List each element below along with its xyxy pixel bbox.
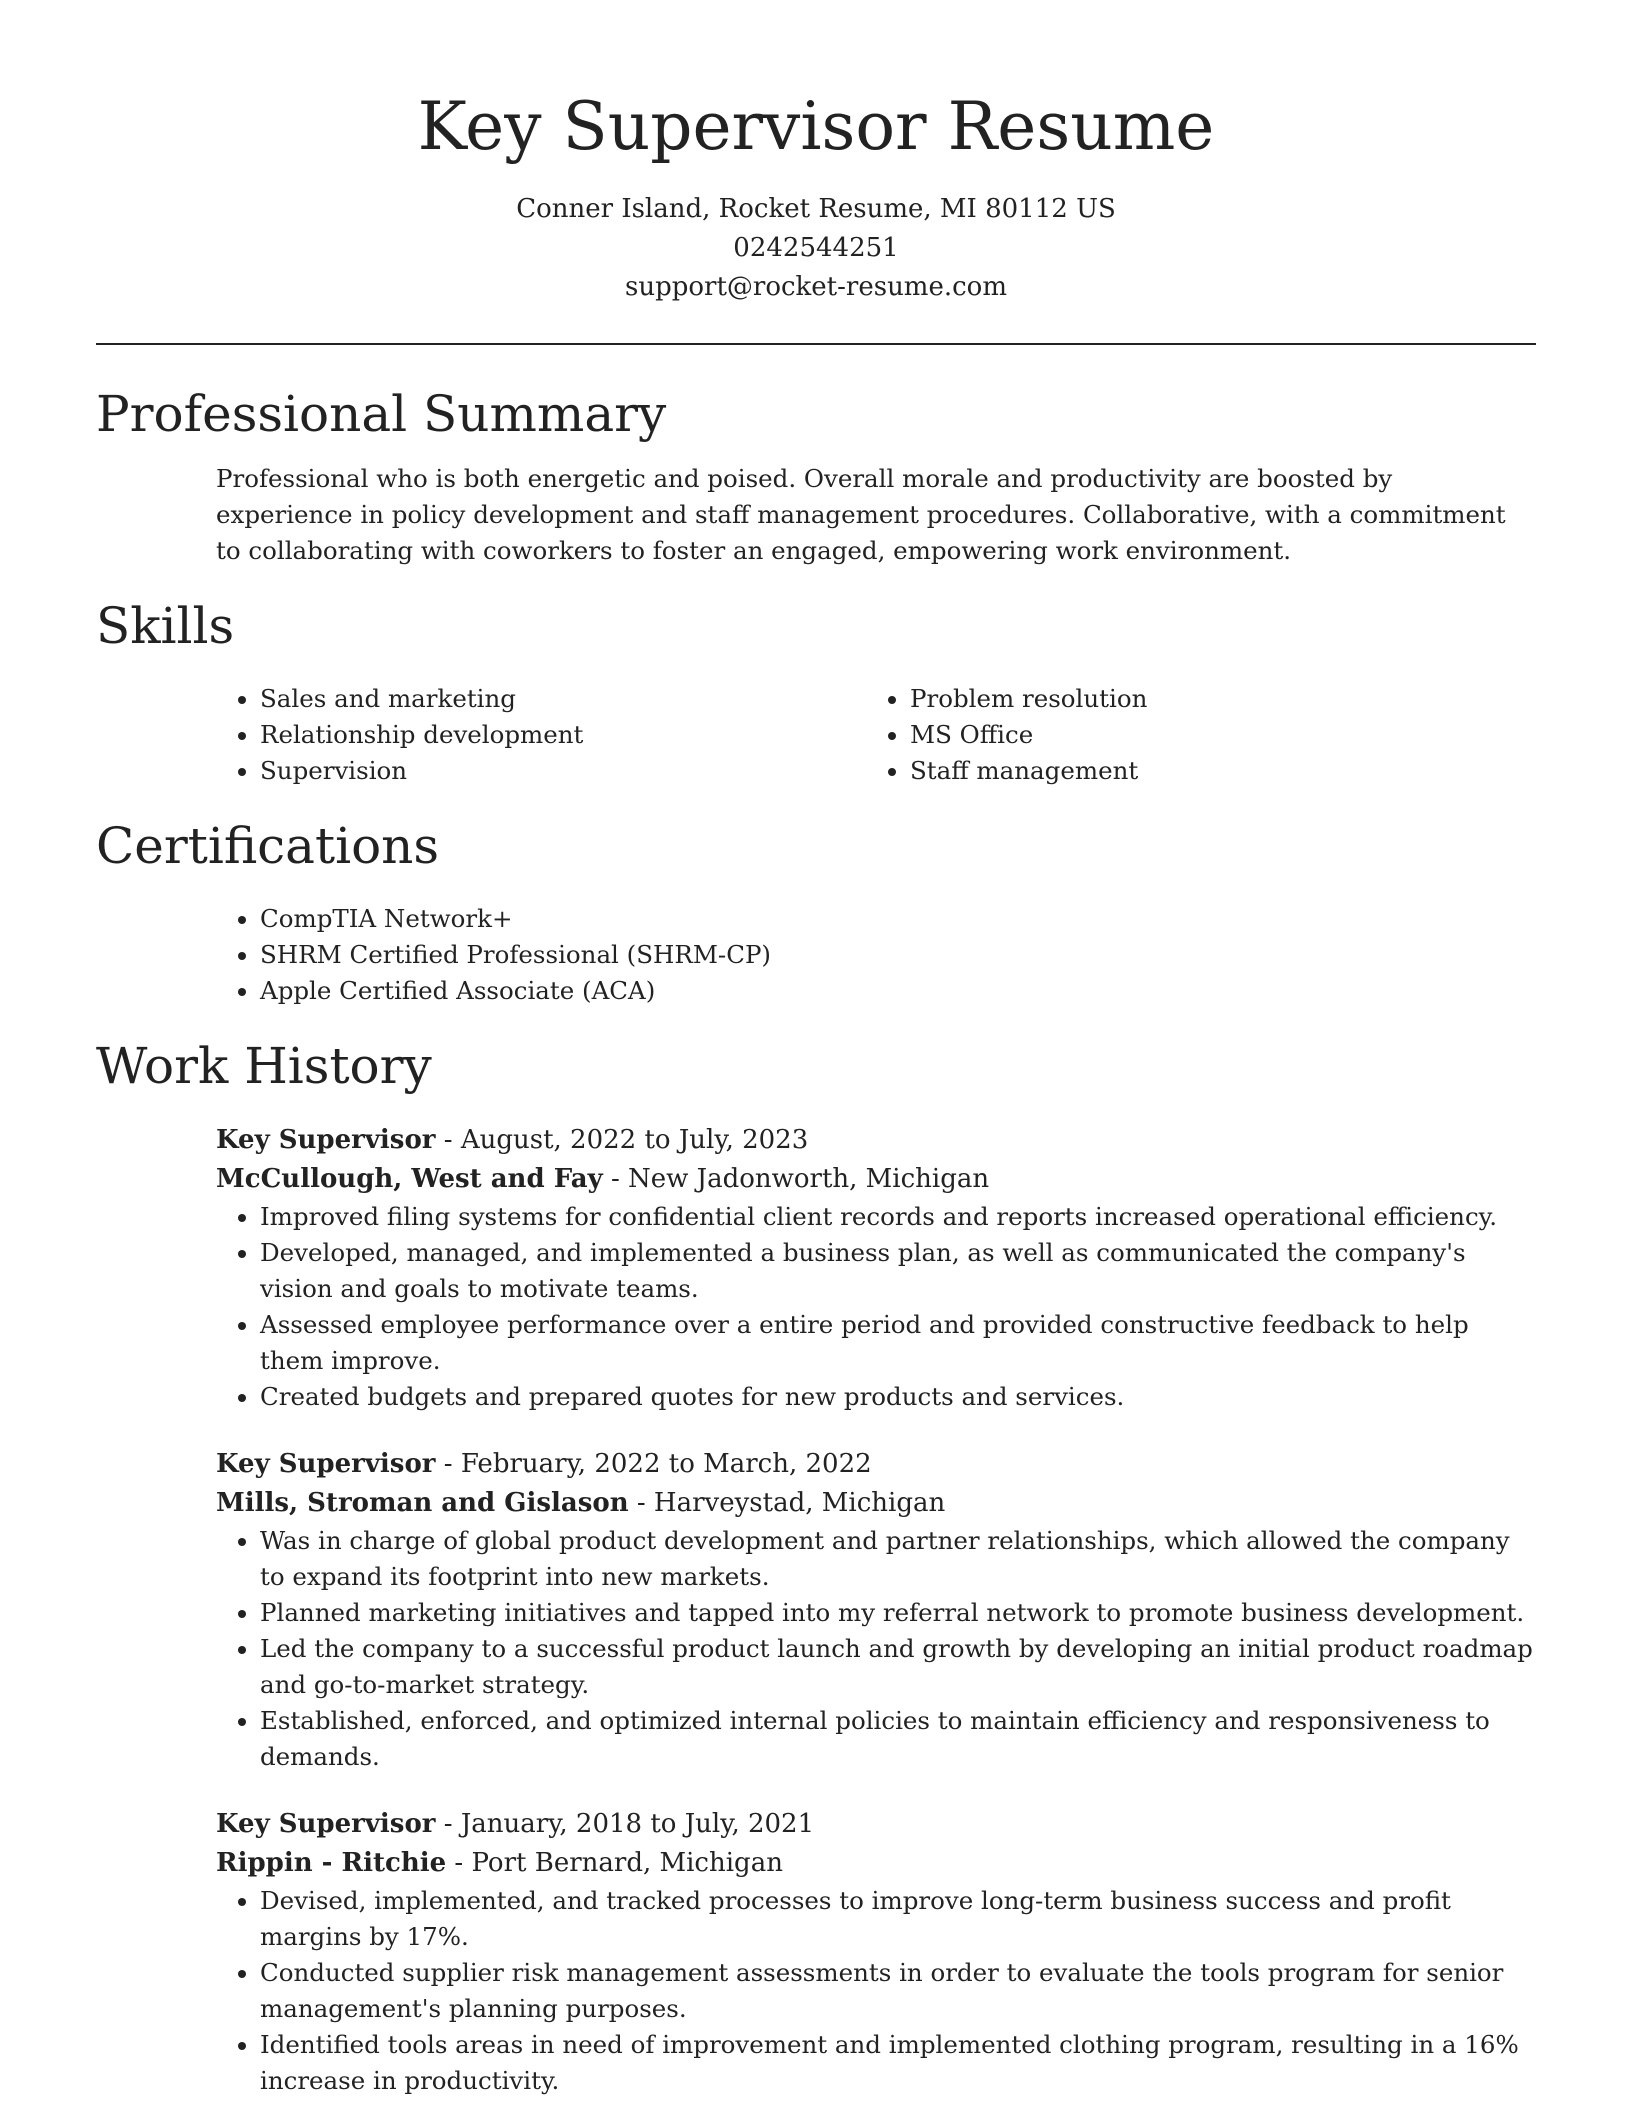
job-bullet: • Identified tools areas in need of improvement and implemented clothing program, resulting in a 16% increase in productivity. (260, 2027, 1536, 2099)
section-certifications (96, 815, 1536, 1009)
job-dates: - January, 2018 to July, 2021 (435, 1809, 815, 1839)
section-title-certifications: Certifications (96, 817, 440, 875)
job-bullet: • Established, enforced, and optimized internal policies to maintain efficiency and responsiveness to demands. (260, 1703, 1536, 1775)
job-entry (216, 1121, 1536, 1415)
section-skills (96, 595, 1536, 789)
job-bullet: • Developed, managed, and implemented a business plan, as well as communicated the company's vision and goals to motivate teams. (260, 1235, 1536, 1307)
job-location: - New Jadonworth, Michigan (602, 1164, 990, 1194)
certifications-list-wrap (216, 901, 1536, 1009)
job-bullets (216, 1199, 1536, 1415)
skill-item: • Supervision (260, 753, 866, 789)
skill-item: • Staff management (910, 753, 1536, 789)
section-professional-summary (96, 383, 1536, 569)
contact-phone: 0242544251 (733, 233, 899, 263)
skill-item: • Problem resolution (910, 681, 1536, 717)
certification-item: • SHRM Certified Professional (SHRM-CP) (260, 937, 1536, 973)
job-company: Mills, Stroman and Gislason (216, 1488, 629, 1518)
skill-item: • Sales and marketing (260, 681, 866, 717)
skills-grid (216, 681, 1536, 789)
section-work-history (96, 1035, 1536, 2099)
job-title-line (216, 1121, 1536, 1160)
certification-item: • CompTIA Network+ (260, 901, 1536, 937)
contact-block (96, 190, 1536, 307)
job-title: Key Supervisor (216, 1125, 436, 1155)
job-bullet: • Was in charge of global product development and partner relationships, which allowed the company to expand its footprint into new markets. (260, 1523, 1536, 1595)
section-title-skills: Skills (96, 597, 235, 655)
job-bullets (216, 1523, 1536, 1775)
job-dates: - February, 2022 to March, 2022 (435, 1449, 872, 1479)
job-location: - Harveystad, Michigan (628, 1488, 946, 1518)
skills-list-right (866, 681, 1536, 789)
job-bullet: • Created budgets and prepared quotes for new products and services. (260, 1379, 1536, 1415)
certifications-list (216, 901, 1536, 1009)
skill-item: • MS Office (910, 717, 1536, 753)
resume-header (96, 0, 1536, 307)
section-title-work-history: Work History (96, 1037, 432, 1095)
job-bullet: • Improved filing systems for confidential client records and reports increased operational efficiency. (260, 1199, 1536, 1235)
job-bullet: • Conducted supplier risk management assessments in order to evaluate the tools program for senior management's planning purposes. (260, 1955, 1536, 2027)
job-title-line (216, 1445, 1536, 1484)
job-entry (216, 1445, 1536, 1775)
contact-email: support@rocket-resume.com (624, 272, 1007, 302)
job-company: Rippin - Ritchie (216, 1848, 447, 1878)
contact-address: Conner Island, Rocket Resume, MI 80112 US (516, 194, 1116, 224)
job-title: Key Supervisor (216, 1809, 436, 1839)
certification-item: • Apple Certified Associate (ACA) (260, 973, 1536, 1009)
job-company: McCullough, West and Fay (216, 1164, 603, 1194)
skill-item: • Relationship development (260, 717, 866, 753)
summary-text: Professional who is both energetic and poised. Overall morale and productivity are boosted by experience in policy development and staff management procedures. Collaborative, with a commitment to collaborating with coworkers to foster an engaged, empowering work environment. (216, 464, 1506, 565)
skills-list-left (216, 681, 866, 789)
job-bullet: • Planned marketing initiatives and tapped into my referral network to promote business development. (260, 1595, 1536, 1631)
job-company-line (216, 1844, 1536, 1883)
job-bullet: • Devised, implemented, and tracked processes to improve long-term business success and profit margins by 17%. (260, 1883, 1536, 1955)
job-entry (216, 1805, 1536, 2099)
job-company-line (216, 1484, 1536, 1523)
resume-title: Key Supervisor Resume (417, 88, 1215, 165)
job-title: Key Supervisor (216, 1449, 436, 1479)
job-bullet: • Assessed employee performance over a entire period and provided constructive feedback to help them improve. (260, 1307, 1536, 1379)
section-title-summary: Professional Summary (96, 385, 667, 443)
job-title-line (216, 1805, 1536, 1844)
header-divider (96, 343, 1536, 345)
job-company-line (216, 1160, 1536, 1199)
job-bullets (216, 1883, 1536, 2099)
job-location: - Port Bernard, Michigan (446, 1848, 783, 1878)
job-bullet: • Led the company to a successful product launch and growth by developing an initial product roadmap and go-to-market strategy. (260, 1631, 1536, 1703)
job-dates: - August, 2022 to July, 2023 (435, 1125, 809, 1155)
